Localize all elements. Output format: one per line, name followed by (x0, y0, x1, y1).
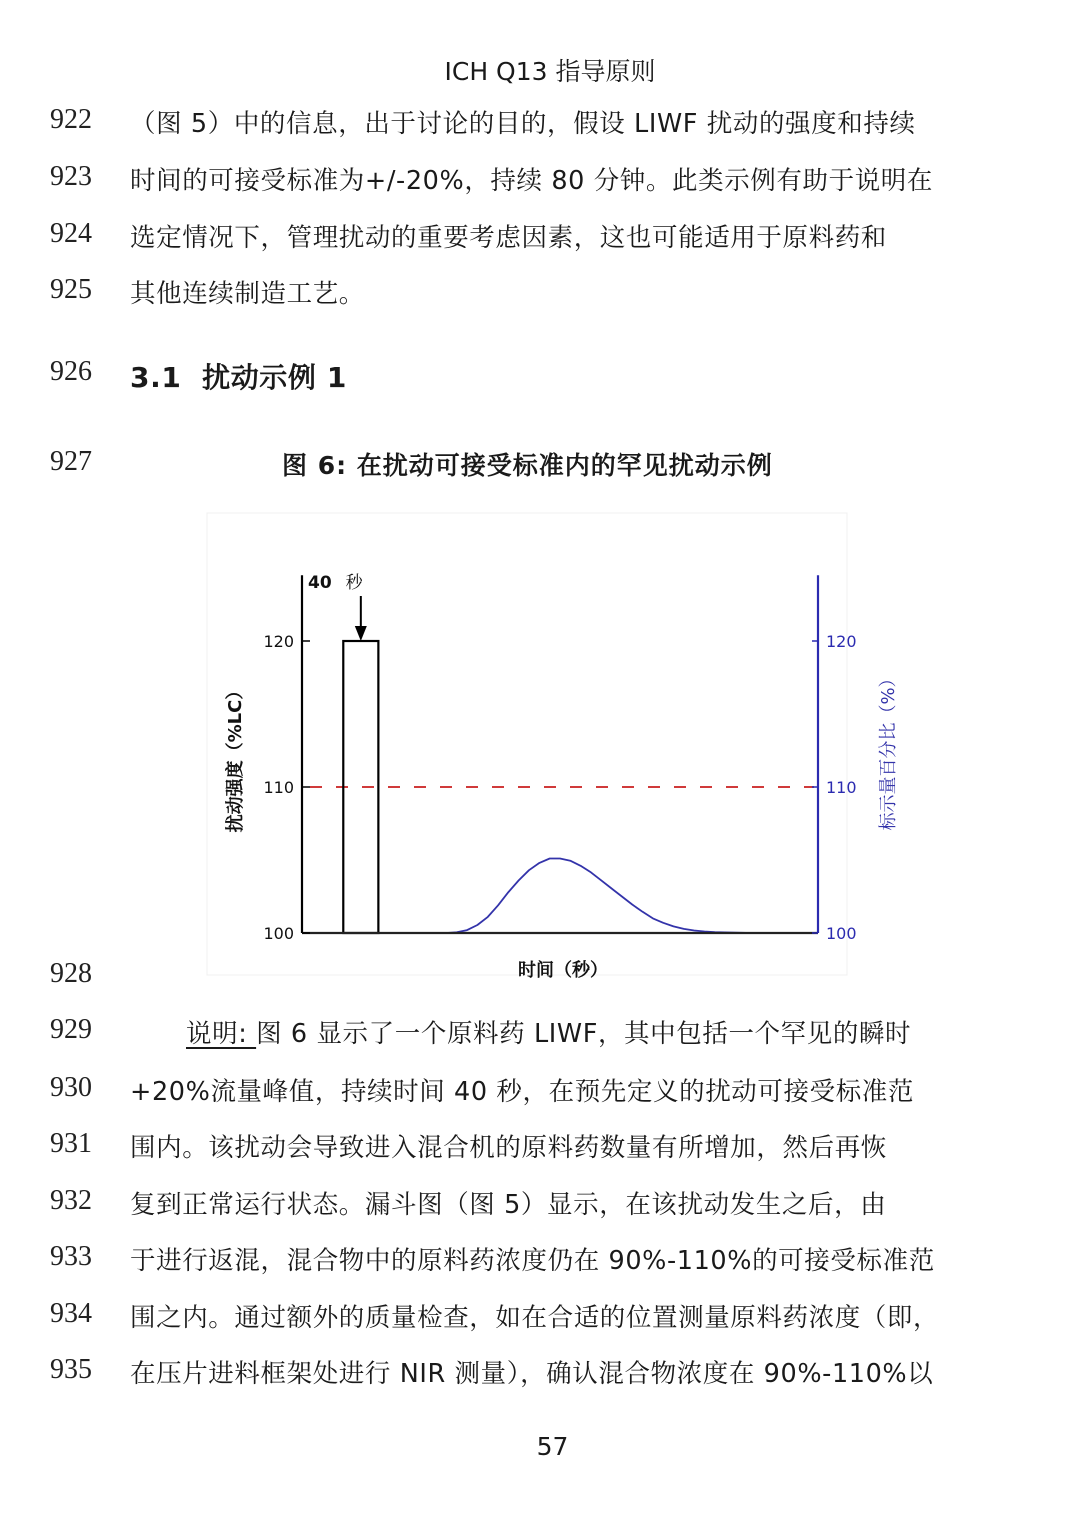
line-number: 926 (50, 356, 92, 387)
annotation-label (308, 573, 364, 593)
y-left-tick-label: 110 (263, 778, 294, 797)
running-header: ICH Q13 指导原则 (444, 57, 656, 86)
y-axis-left-label: 扰动强度（%LC） (225, 681, 246, 833)
text-line (0, 1072, 1080, 1112)
line-text: （图 5）中的信息，出于讨论的目的，假设 LIWF 扰动的强度和持续 (130, 109, 916, 139)
y-axis-right-label: 标示量百分比（%） (878, 669, 899, 831)
line-number: 931 (50, 1128, 92, 1159)
y-left-tick-label: 100 (263, 924, 294, 943)
annotation-arrow-head (355, 626, 367, 641)
line-number: 933 (50, 1241, 92, 1272)
text-line (0, 1354, 1080, 1394)
text-line (0, 1298, 1080, 1338)
line-text (186, 1014, 911, 1050)
text-line (0, 1128, 1080, 1168)
figure-caption: 图 6: 在扰动可接受标准内的罕见扰动示例 (282, 451, 773, 480)
line-number: 929 (50, 1014, 92, 1045)
line-number: 930 (50, 1072, 92, 1103)
line-number: 932 (50, 1185, 92, 1216)
line-text: +20%流量峰值，持续时间 40 秒，在预先定义的扰动可接受标准范 (130, 1077, 915, 1107)
y-right-tick-label: 100 (826, 924, 857, 943)
section-number: 3.1 (130, 361, 182, 394)
line-text: 时间的可接受标准为+/-20%，持续 80 分钟。此类示例有助于说明在 (130, 166, 933, 196)
line-number: 934 (50, 1298, 92, 1329)
line-number: 925 (50, 274, 92, 305)
text-line (0, 1014, 1080, 1054)
text-line (0, 1185, 1080, 1225)
text-line (0, 1241, 1080, 1281)
line-text: 围之内。通过额外的质量检查，如在合适的位置测量原料药浓度（即， (130, 1303, 940, 1333)
line-number: 924 (50, 218, 92, 249)
text-line (0, 958, 1080, 998)
section-title-text: 扰动示例 1 (202, 361, 347, 394)
y-right-tick-label: 120 (826, 632, 857, 651)
line-number: 935 (50, 1354, 92, 1385)
label-claim-curve (447, 859, 819, 934)
page-number: 57 (536, 1432, 569, 1461)
line-text: 围内。该扰动会导致进入混合机的原料药数量有所增加，然后再恢 (130, 1133, 887, 1163)
line-number: 927 (50, 446, 92, 477)
annotation-number: 40 (308, 573, 332, 593)
y-right-tick-label: 110 (826, 778, 857, 797)
line-number: 922 (50, 104, 92, 135)
line-text: 其他连续制造工艺。 (130, 279, 365, 309)
note-text: 图 6 显示了一个原料药 LIWF，其中包括一个罕见的瞬时 (256, 1019, 912, 1049)
line-text: 在压片进料框架处进行 NIR 测量），确认混合物浓度在 90%-110%以 (130, 1359, 934, 1389)
annotation-unit: 秒 (345, 573, 363, 593)
y-left-tick-label: 120 (263, 632, 294, 651)
note-label: 说明: (186, 1019, 257, 1049)
line-number: 928 (50, 958, 92, 989)
x-axis-label: 时间（秒） (518, 960, 608, 981)
line-text: 复到正常运行状态。漏斗图（图 5）显示，在该扰动发生之后，由 (130, 1190, 887, 1220)
line-text: 选定情况下，管理扰动的重要考虑因素，这也可能适用于原料药和 (130, 223, 887, 253)
line-text: 于进行返混，混合物中的原料药浓度仍在 90%-110%的可接受标准范 (130, 1246, 935, 1276)
line-number: 923 (50, 161, 92, 192)
